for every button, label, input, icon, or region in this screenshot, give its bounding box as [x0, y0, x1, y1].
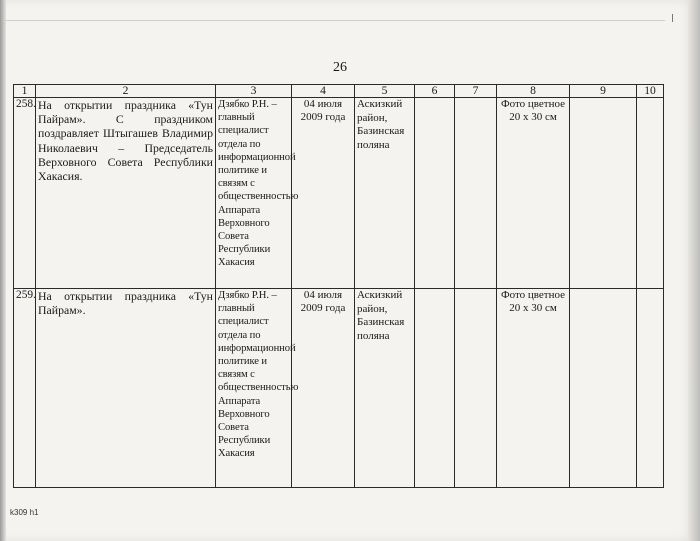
footer-code: k309 h1: [10, 508, 39, 517]
empty-cell-9: [570, 289, 637, 488]
photo-description: На открытии праздника «Тун Пайрам».: [36, 289, 216, 488]
column-number-header: [14, 85, 664, 98]
photo-description: На открытии праздника «Тун Пайрам». С праздником поздравляет Штыгашев Владимир Николаевич – Председатель Верховного Совета Республики Хакасия.: [36, 98, 216, 289]
photo-format: Фото цветное 20 х 30 см: [497, 98, 570, 289]
empty-cell-6: [415, 289, 455, 488]
photo-date: 04 июля 2009 года: [292, 98, 355, 289]
photo-author: Дзябко Р.Н. – главный специалист отдела по информационной политике и связям с общественностью Аппарата Верховного Совета Республики Хакасия: [216, 98, 292, 289]
empty-cell-10: [637, 289, 664, 488]
corner-mark: [672, 14, 673, 22]
page-number: 26: [333, 60, 347, 75]
row-number: 258.: [14, 98, 36, 289]
photo-date: 04 июля 2009 года: [292, 289, 355, 488]
empty-cell-10: [637, 98, 664, 289]
row-number: 259.: [14, 289, 36, 488]
header-col-1: 1: [14, 85, 36, 98]
header-col-7: 7: [455, 85, 497, 98]
table-row: [14, 98, 664, 289]
header-col-6: 6: [415, 85, 455, 98]
header-col-8: 8: [497, 85, 570, 98]
header-col-9: 9: [570, 85, 637, 98]
header-col-5: 5: [355, 85, 415, 98]
header-col-4: 4: [292, 85, 355, 98]
empty-cell-9: [570, 98, 637, 289]
photo-format: Фото цветное 20 х 30 см: [497, 289, 570, 488]
photo-place: Аскизкий район, Базинская поляна: [355, 289, 415, 488]
scan-right-edge: [688, 0, 700, 541]
header-col-10: 10: [637, 85, 664, 98]
header-col-2: 2: [36, 85, 216, 98]
empty-cell-7: [455, 98, 497, 289]
empty-cell-6: [415, 98, 455, 289]
header-col-3: 3: [216, 85, 292, 98]
table-row: [14, 289, 664, 488]
empty-cell-7: [455, 289, 497, 488]
scan-left-edge: [0, 0, 6, 541]
top-rule: [5, 20, 665, 21]
photo-author: Дзябко Р.Н. – главный специалист отдела по информационной политике и связям с общественностью Аппарата Верховного Совета Республики Хакасия: [216, 289, 292, 488]
photo-place: Аскизкий район, Базинская поляна: [355, 98, 415, 289]
catalog-table: [13, 84, 664, 488]
